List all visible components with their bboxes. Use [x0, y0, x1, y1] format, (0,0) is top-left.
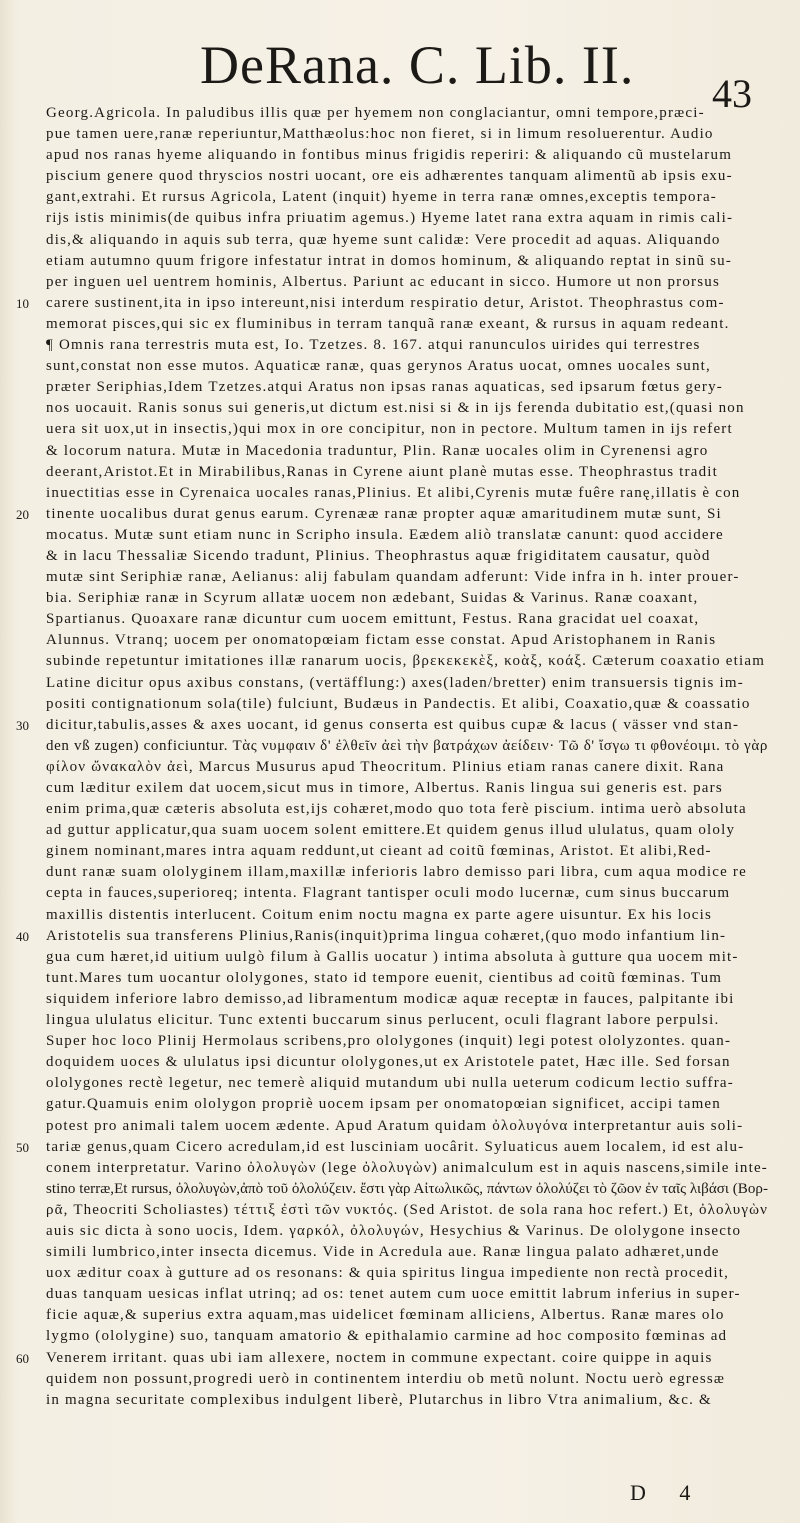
line-text: enim prima,quæ cæteris absoluta est,ijs cohæret,modo quo tota ferè piscium. intima uerò absoluta	[46, 801, 747, 818]
line-text: doquidem uoces & ululatus ipsi dicuntur ololygones,ut ex Aristotele patet, Hæc ille. Sed forsan	[46, 1054, 731, 1071]
line-text: & locorum natura. Mutæ in Macedonia traduntur, Plin. Ranæ uocales olim in Cyrenensi agro	[46, 442, 709, 459]
line-text: lygmo (ololygine) suo, tanquam amatorio & epithalamio carmine ad hoc composito fœminas ad	[46, 1328, 728, 1345]
line-text: pue tamen uere,ranæ reperiuntur,Matthæolus:hoc non fieret, si in limum resoluerentur. Audio	[46, 126, 714, 143]
text-line	[46, 1094, 768, 1115]
text-line	[46, 377, 768, 398]
signature-mark: D 4	[630, 1480, 705, 1505]
line-number: 50	[16, 1139, 29, 1155]
text-line	[16, 1348, 768, 1369]
line-text: rijs istis minimis(de quibus infra priuatim agemus.) Hyeme latet rana extra aquam in rimis cali-	[46, 210, 734, 227]
line-text: Alunnus. Vtranq; uocem per onomatopœiam fictam esse constat. Apud Aristophanem in Ranis	[46, 632, 717, 649]
text-line	[46, 588, 768, 609]
text-line	[46, 862, 768, 883]
text-line	[46, 1010, 768, 1031]
line-text: lingua ululatus elicitur. Tunc extenti buccarum sinus perlucent, oculi flagrant labore perpulsi.	[46, 1012, 720, 1029]
text-line	[16, 926, 768, 947]
line-text: cepta in fauces,superioreq; intenta. Flagrant tantisper oculi modo lucernæ, cum sinus buccarum	[46, 885, 731, 902]
line-text: φίλον ὤνακαλὸν ἀεὶ, Marcus Musurus apud Theocritum. Plinius etiam ranas canere dixit. Rana	[46, 758, 725, 775]
line-text: ¶ Omnis rana terrestris muta est, Io. Tzetzes. 8. 167. atqui ranunculos uirides qui terrestres	[46, 337, 701, 354]
line-text: tinente uocalibus durat genus earum. Cyrenææ ranæ propter aquæ amaritudinem mutæ sunt, Si	[46, 505, 722, 522]
text-line	[46, 1221, 768, 1242]
line-text: memorat pisces,qui sic ex fluminibus in terram tanquã ranæ exeant, & rursus in aquam redeant.	[46, 315, 730, 332]
line-text: inuectitias esse in Cyrenaica uocales ranas,Plinius. Et alibi,Cyrenis mutæ fuêre ranę,illatis è con	[46, 484, 741, 501]
text-line	[46, 1179, 768, 1200]
text-line	[46, 609, 768, 630]
text-line	[46, 736, 768, 757]
text-line	[46, 166, 768, 187]
text-line	[46, 989, 768, 1010]
text-line	[46, 208, 768, 229]
text-line	[46, 251, 768, 272]
line-text: conem interpretatur. Varino ὀλολυγὼν (lege ὀλολυγὼν) animalculum est in aquis nascens,simile inte-	[46, 1159, 768, 1176]
text-line	[46, 630, 768, 651]
text-line	[46, 419, 768, 440]
text-line	[46, 567, 768, 588]
text-line	[46, 1116, 768, 1137]
line-number: 60	[16, 1350, 29, 1366]
text-line	[46, 335, 768, 356]
text-line	[16, 293, 768, 314]
line-text: deerant,Aristot.Et in Mirabilibus,Ranas in Cyrene aiunt planè mutas esse. Theophrastus tradit	[46, 463, 719, 480]
line-text: gant,extrahi. Et rursus Agricola, Latent (inquit) hyeme in terra ranæ omnes,exceptis tempora-	[46, 189, 718, 206]
text-line	[46, 483, 768, 504]
body-text	[16, 103, 768, 1411]
line-text: duas tanquam uesicas inflat utrinq; ad os: tenet autem cum uoce emittit labrum inferius in super-	[46, 1286, 741, 1303]
text-line	[46, 841, 768, 862]
line-text: ad guttur applicatur,qua suam uocem solent emittere.Et quidem genus illud ululatus, quam ololy	[46, 822, 736, 839]
text-line	[46, 314, 768, 335]
line-number: 40	[16, 928, 29, 944]
text-line	[46, 187, 768, 208]
text-line	[16, 1137, 768, 1158]
line-text: in magna securitate complexibus indulgent liberè, Plutarchus in libro Vtra animalium, &c. &	[46, 1391, 712, 1408]
line-number: 30	[16, 717, 29, 733]
line-text: cum læditur exilem dat uocem,sicut mus in timore, Albertus. Ranis lingua sui generis est. pars	[46, 780, 723, 796]
line-text: dunt ranæ suam ololyginem illam,maxillæ inferioris labro demisso pari libra, cum aqua modice re	[46, 864, 747, 881]
text-line	[46, 883, 768, 904]
line-text: ρᾶ, Theocriti Scholiastes) τέττιξ ἐστὶ τῶν νυκτός. (Sed Aristot. de sola rana hoc refert.) Et, ὀλολυγὼν	[46, 1201, 768, 1218]
text-line	[46, 272, 768, 293]
line-text: carere sustinent,ita in ipso intereunt,nisi interdum respiratio detur, Aristot. Theophrastus com-	[46, 294, 725, 311]
line-text: piscium genere quod thryscios nostri uocant, ore eis adhærentes tanquam alimentũ ab ipsis exu-	[46, 168, 733, 185]
text-line	[46, 1242, 768, 1263]
line-text: apud nos ranas hyeme aliquando in fontibus minus frigidis reperiri: & aliquando cũ mustelarum	[46, 147, 733, 164]
line-text: maxillis distentis interlucent. Coitum enim noctu magna ex parte agere uisuntur. Ex his locis	[46, 906, 713, 923]
text-line	[46, 757, 768, 778]
line-text: den vß zugen) conficiuntur. Τὰς νυμφαιν δ' ἐλθεῖν ἀεὶ τὴν βατράχων ἀείδειν· Τῶ δ' ἴσγω τι φθονέοιμι. τὸ γὰρ	[46, 737, 768, 754]
text-line	[46, 968, 768, 989]
text-line	[46, 398, 768, 419]
line-text: tunt.Mares tum uocantur ololygones, stato id tempore euenit, cientibus ad coitũ fœminas. Tum	[46, 969, 723, 986]
line-text: siquidem inferiore labro demisso,ad libramentum modicæ aquæ receptæ in fauces, palpitante ibi	[46, 990, 735, 1007]
line-text: nos uocauit. Ranis sonus sui generis,ut dictum est.nisi si & in ijs ferenda dubitatio est,(quasi non	[46, 400, 745, 417]
line-text: per inguen uel uentrem hominis, Albertus. Pariunt ac educant in sicco. Humore ut non prorsus	[46, 273, 721, 290]
text-line	[46, 673, 768, 694]
text-line	[46, 1052, 768, 1073]
text-line	[46, 778, 768, 799]
line-text: mocatus. Mutæ sunt etiam nunc in Scripho insula. Eædem aliò translatæ canunt: quod accidere	[46, 526, 724, 543]
line-text: stino terræ,Et rursus, ὀλολυγὼν,ἀπὸ τοῦ ὀλολύζειν. ἔστι γὰρ Αἰτωλικῶς, πάντων ὀλολύζει τὸ ζῶον ἐν ταῖς λιβάσι (Βορ-	[46, 1180, 768, 1197]
line-text: gua cum hæret,id uitium uulgò filum à Gallis uocatur ) intima absoluta à gutture qua uocem mit-	[46, 948, 739, 965]
text-line	[46, 103, 768, 124]
line-text: mutæ sint Seriphiæ ranæ, Aelianus: alij fabulam quandam adferunt: Vide infra in h. inter prouer-	[46, 569, 740, 586]
text-line	[46, 1369, 768, 1390]
line-text: Aristotelis sua transferens Plinius,Ranis(inquit)prima lingua cohæret,(quo modo infantium lin-	[46, 927, 727, 944]
text-line	[16, 715, 768, 736]
text-line	[46, 546, 768, 567]
line-text: gatur.Quamuis enim ololygon propriè uocem ipsam per onomatopœian significet, accipi tamen	[46, 1096, 721, 1113]
line-text: subinde repetuntur imitationes illæ ranarum uocis, βρεκεκεκὲξ, κοὰξ, κοάξ. Cæterum coaxatio etiam	[46, 653, 766, 670]
text-line	[46, 1073, 768, 1094]
line-text: bia. Seriphiæ ranæ in Scyrum allatæ uocem non ædebant, Suidas & Varinus. Ranæ coaxant,	[46, 590, 699, 607]
line-text: etiam autumno quum frigore infestatur intrat in domos hominum, & aliquando reptat in sinũ su-	[46, 252, 733, 269]
text-line	[46, 1158, 768, 1179]
line-text: potest pro animali talem uocem ædente. Apud Aratum quidam ὀλολυγόνα interpretantur auis soli-	[46, 1117, 744, 1134]
text-line	[46, 1326, 768, 1347]
text-line	[46, 356, 768, 377]
line-text: ololygones rectè legetur, nec temerè aliquid mutandum ubi nulla ueterum codicum lectio suffra-	[46, 1075, 734, 1092]
text-line	[46, 145, 768, 166]
line-text: Latine dicitur opus axibus constans, (vertäfflung:) axes(laden/bretter) enim transuersis tignis im-	[46, 674, 744, 691]
text-line	[46, 230, 768, 251]
text-line	[46, 1305, 768, 1326]
text-line	[46, 124, 768, 145]
line-text: Venerem irritant. quas ubi iam allexere, noctem in commune expectant. coire quippe in aquis	[46, 1349, 713, 1366]
text-line	[46, 462, 768, 483]
line-text: præter Seriphias,Idem Tzetzes.atqui Aratus non ipsas ranas aquaticas, sed ipsarum fœtus gery-	[46, 379, 724, 396]
line-text: uera sit uox,ut in insectis,)qui mox in ore concipitur, non in pectore. Multum tamen in ijs refert	[46, 421, 733, 438]
text-line	[46, 1284, 768, 1305]
line-text: ginem nominant,mares intra aquam reddunt,ut cieant ad coitũ fœminas, Aristot. Et alibi,Red-	[46, 843, 712, 860]
line-text: sunt,constat non esse mutos. Aquaticæ ranæ, quas gerynos Aratus uocat, omnes uocales sunt,	[46, 358, 711, 375]
text-line	[46, 1200, 768, 1221]
line-text: dicitur,tabulis,asses & axes uocant, id genus conserta est quibus cupæ & lacus ( vässer vnd stan-	[46, 716, 740, 733]
text-line	[46, 820, 768, 841]
text-line	[46, 947, 768, 968]
text-line	[46, 1390, 768, 1411]
text-line	[46, 651, 768, 672]
line-text: simili lumbrico,inter insecta dicemus. Vide in Acredula aue. Ranæ lingua palato adhæret,unde	[46, 1244, 720, 1261]
line-text: dis,& aliquando in aquis sub terra, quæ hyeme sunt calidæ: Vere procedit ad aquas. Aliquando	[46, 231, 721, 248]
text-line	[46, 799, 768, 820]
line-text: positi contignationum sola(tile) fulciunt, Budæus in Pandectis. Et alibi, Coaxatio,quæ & coassatio	[46, 695, 751, 712]
page-number: 43	[712, 71, 752, 116]
line-text: auis sic dicta à sono uocis, Idem. γαρκόλ, ὀλολυγών, Hesychius & Varinus. De ololygone insecto	[46, 1222, 742, 1239]
line-text: & in lacu Thessaliæ Sicendo tradunt, Plinius. Theophrastus aquæ frigiditatem causatur, quòd	[46, 547, 711, 564]
line-text: Spartianus. Quoaxare ranæ dicuntur cum uocem emittunt, Festus. Rana gracidat uel coaxat,	[46, 611, 700, 628]
text-line	[46, 1263, 768, 1284]
text-line	[46, 694, 768, 715]
text-line	[46, 1031, 768, 1052]
line-text: Georg.Agricola. In paludibus illis quæ per hyemem non conglaciantur, omni tempore,præci-	[46, 105, 705, 121]
line-text: Super hoc loco Plinij Hermolaus scribens,pro ololygones (inquit) legi potest ololyzontes. quan-	[46, 1033, 732, 1050]
line-text: ficie aquæ,& superius extra aquam,mas uidelicet fœminam alliciens, Albertus. Ranæ mares olo	[46, 1307, 725, 1324]
line-text: uox æditur coax à gutture ad os resonans: & quia spiritus lingua impediente non rectà procedit,	[46, 1265, 730, 1282]
line-number: 10	[16, 295, 29, 311]
line-text: tariæ genus,quam Cicero acredulam,id est lusciniam uocârit. Syluaticus auem localem, id est alu-	[46, 1138, 745, 1155]
line-text: quidem non possunt,progredi uerò in continentem interdiu ob metũ nolunt. Noctu uerò egressæ	[46, 1370, 726, 1387]
running-head-title: DeRana. C. Lib. II.	[200, 35, 635, 95]
text-line	[46, 525, 768, 546]
text-line	[46, 441, 768, 462]
text-line	[16, 504, 768, 525]
text-line	[46, 905, 768, 926]
line-number: 20	[16, 506, 29, 522]
